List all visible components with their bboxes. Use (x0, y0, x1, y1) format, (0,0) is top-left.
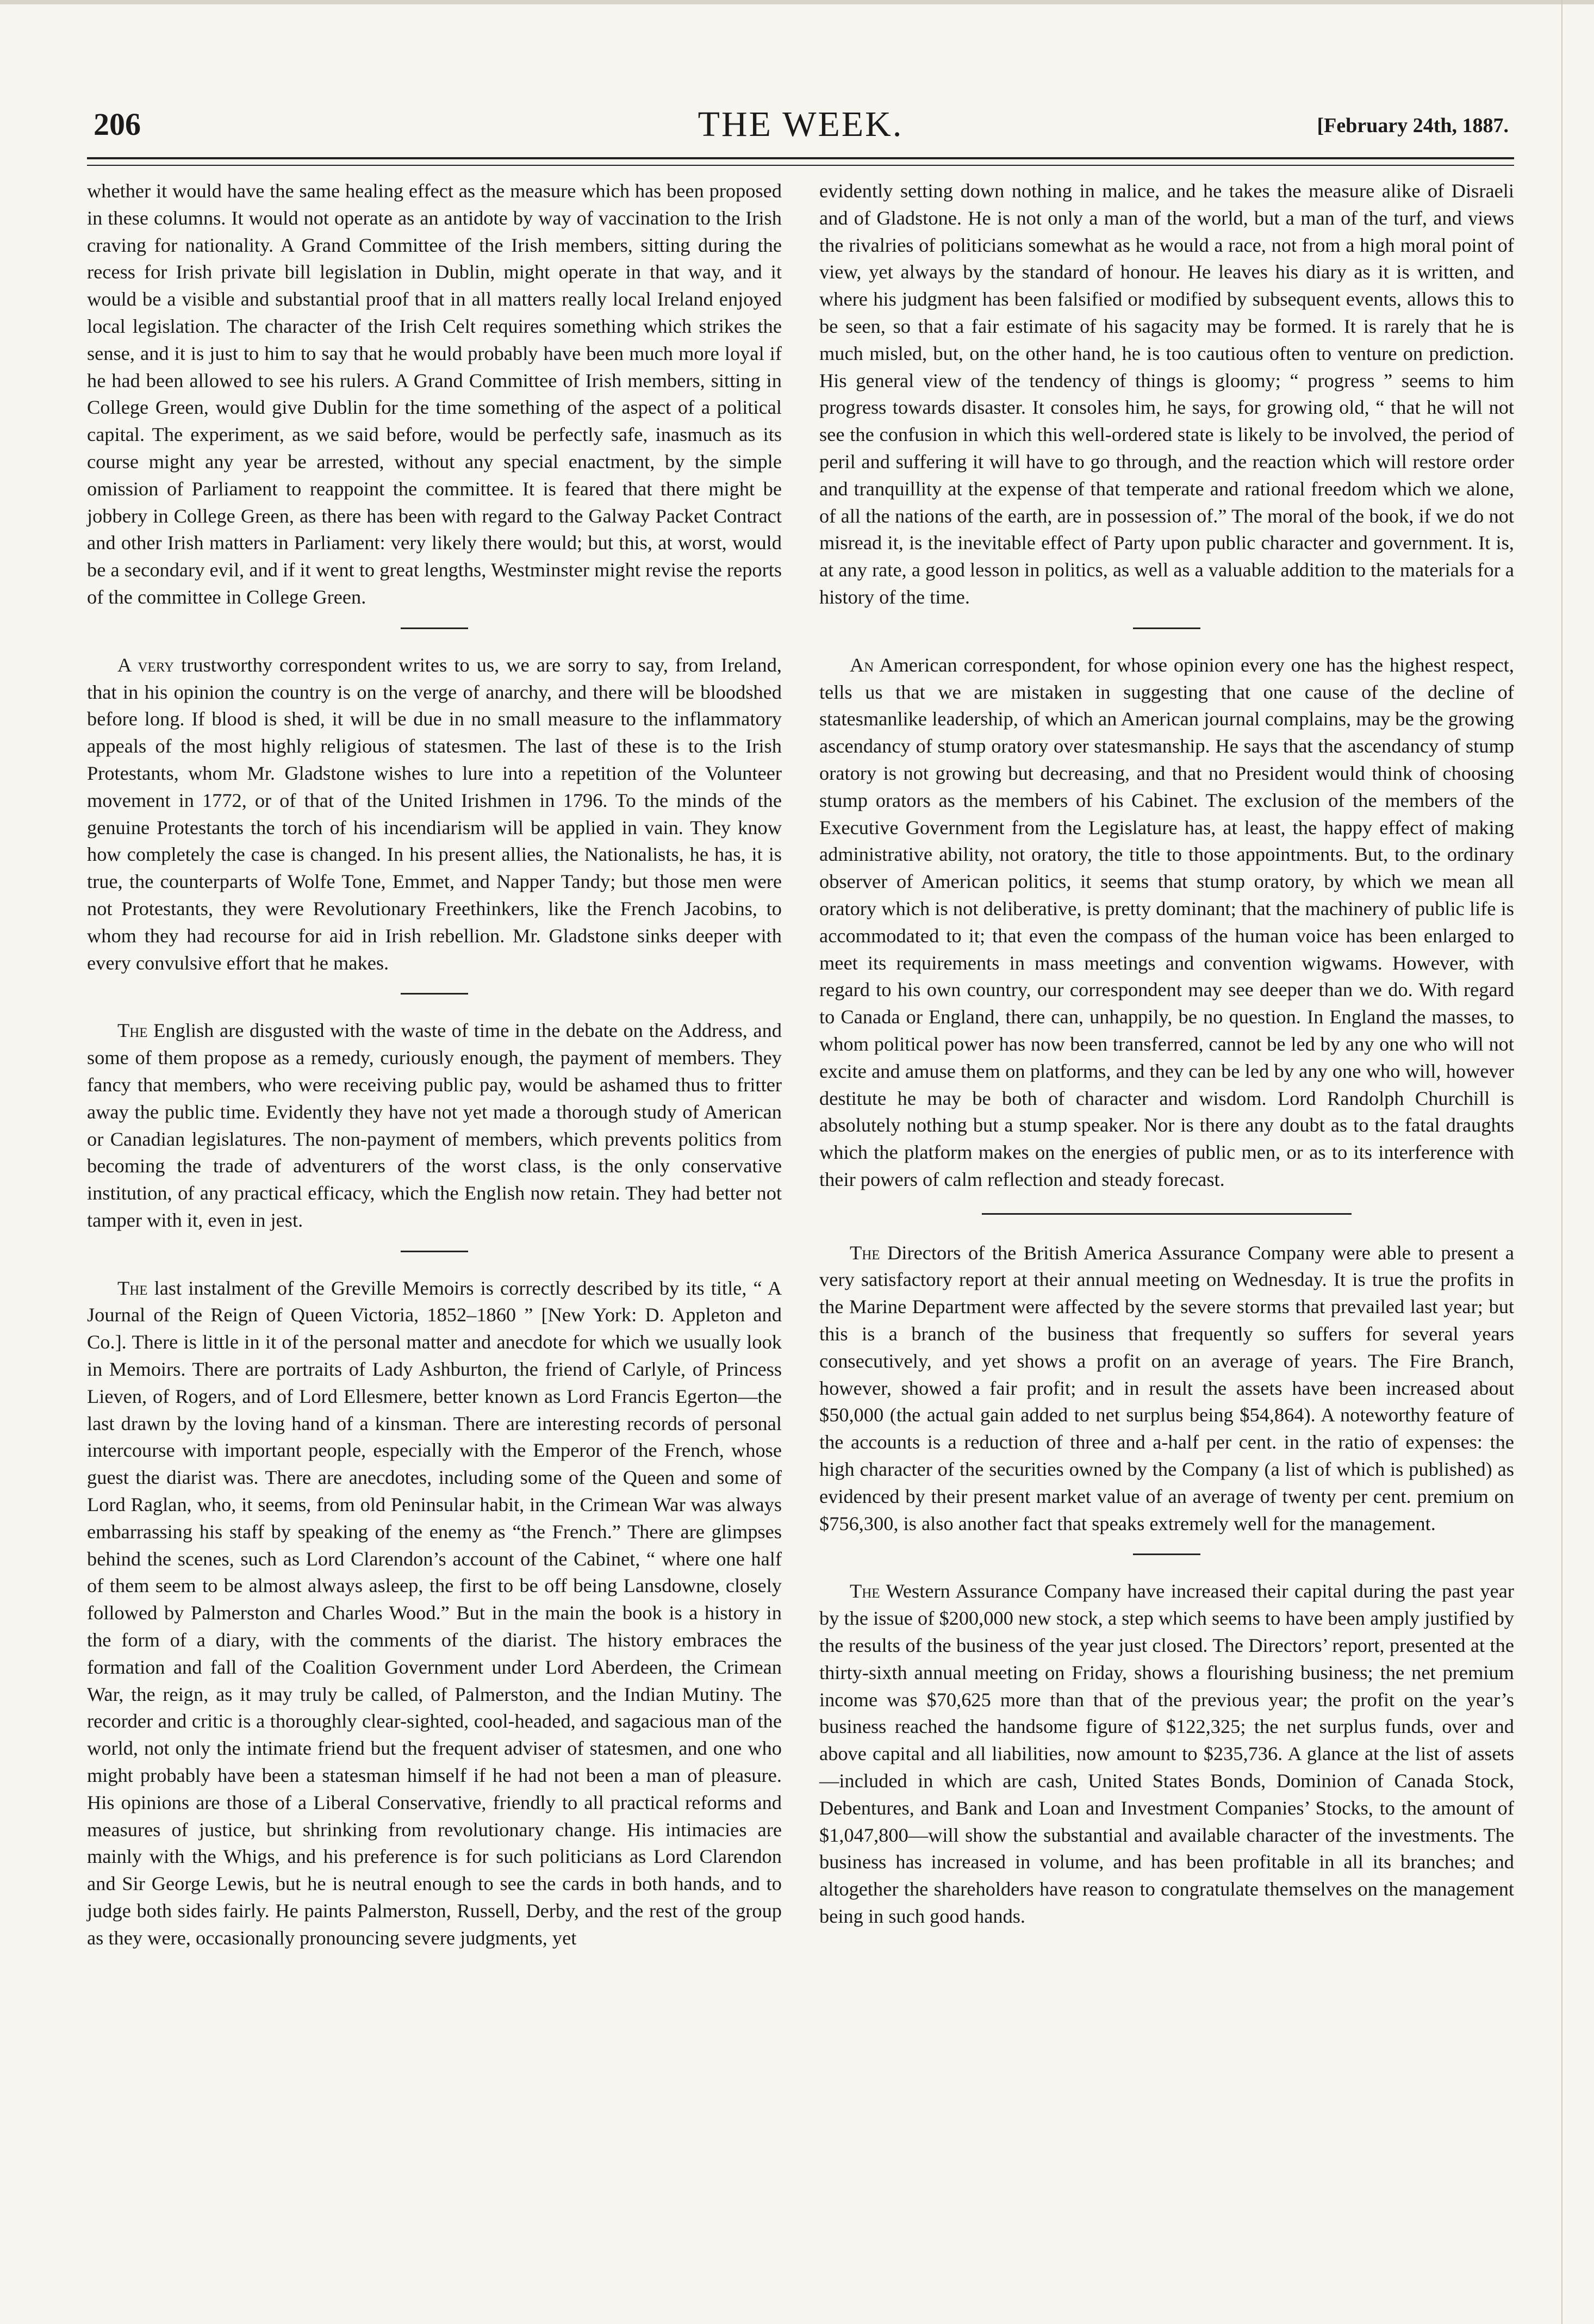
section-divider (401, 1251, 468, 1252)
paragraph-greville-memoirs (87, 1275, 782, 1952)
paragraph-lead: An (850, 654, 874, 676)
paragraph-body: English are disgusted with the waste of time in the debate on the Address, and some of them propose as a remedy, curiously enough, the payment of members. They fancy that members, who were receiving public pay, would be ashamed thus to fritter away the public time. Evidently they have not yet made a thorough study of American or Canadian legislatures. The non-payment of members, which prevents politics from becoming the trade of adventurers of the worst class, is the only conservative institution, of any practical efficacy, which the English now retain. They had better not tamper with it, even in jest. (87, 1020, 782, 1231)
paragraph-stump-oratory (819, 652, 1514, 1194)
paragraph-body: American correspondent, for whose opinion every one has the highest respect, tells us that we are mistaken in suggesting that one cause of the decline of statesmanlike leadership, of which an American journal complains, may be the growing ascendancy of stump oratory over statesmanship. He says that the ascendancy of stump oratory is not growing but decreasing, and that no President would think of choosing stump orators as the members of his Cabinet. The exclusion of the members of the Executive Government from the Legislature has, at least, the happy effect of making administrative ability, not oratory, the title to those appointments. But, to the ordinary observer of American politics, it seems that stump oratory, by which we mean all oratory which is not deliberative, is pretty dominant; that the machinery of public life is accommodated to it; that even the compass of the human voice has been enlarged to meet its requirements in mass meetings and convention wigwams. However, with regard to his own country, our correspondent may see deeper than we do. With regard to Canada or England, there can, unhappily, be no question. In England the masses, to whom political power has now been transferred, cannot be led by any one who will not excite and amuse them on platforms, and they can be led by any one who will, however destitute he may be both of character and wisdom. Lord Randolph Churchill is absolutely nothing but a stump speaker. Nor is there any doubt as to the fatal draughts which the platform makes on the energies of public men, or as to its interference with their powers of calm reflection and steady forecast. (819, 654, 1514, 1190)
publication-title: THE WEEK. (698, 104, 904, 144)
paragraph-western-assurance (819, 1578, 1514, 1930)
section-divider (1133, 1554, 1200, 1555)
page-top-edge (0, 0, 1594, 4)
section-divider (401, 627, 468, 629)
right-column (819, 178, 1514, 1952)
section-divider (401, 993, 468, 995)
page-header (87, 106, 1514, 155)
paragraph-lead: The (850, 1580, 880, 1602)
paragraph-lead: A very (117, 654, 175, 676)
paragraph-body: Western Assurance Company have increased their capital during the past year by the issue of $200,000 new stock, a step which seems to have been amply justified by the results of the business of the year just closed. The Directors’ report, presented at the thirty-sixth annual meeting on Friday, shows a flourishing business; the net premium income was $70,625 more than that of the previous year; the profit on the year’s business reached the handsome figure of $122,325; the net surplus funds, over and above capital and all liabilities, now amount to $235,736. A glance at the list of assets—included in which are cash, United States Bonds, Dominion of Canada Stock, Debentures, and Bank and Loan and Investment Companies’ Stocks, to the amount of $1,047,800—will show the substantial and available character of the investments. The business has increased in volume, and has been profitable in all its branches; and altogether the shareholders have reason to congratulate themselves on the management being in such good hands. (819, 1580, 1514, 1928)
paragraph-body: trustworthy correspondent writes to us, we are sorry to say, from Ireland, that in his opinion the country is on the verge of anarchy, and there will be bloodshed before long. If blood is shed, it will be due in no small measure to the inflammatory appeals of the most highly religious of statesmen. The last of these is to the Irish Protestants, whom Mr. Gladstone wishes to lure into a repetition of the Volunteer movement in 1772, or of that of the United Irishmen in 1796. To the minds of the genuine Protestants the torch of his incendiarism will be applied in vain. They know how completely the case is changed. In his present allies, the Nationalists, he has, it is true, the counterparts of Wolfe Tone, Emmet, and Napper Tandy; but those men were not Protestants, they were Revolutionary Freethinkers, like the French Jacobins, to whom they had recourse for aid in Irish rebellion. Mr. Gladstone sinks deeper with every convulsive effort that he makes. (87, 654, 782, 974)
paragraph-lead: The (850, 1241, 880, 1264)
section-divider (1133, 627, 1200, 629)
paragraph-british-america-assurance (819, 1240, 1514, 1538)
header-rule (87, 157, 1514, 166)
left-column (87, 178, 782, 1952)
paragraph-irish-committee: whether it would have the same healing effect as the measure which has been proposed in these columns. It would not operate as an antidote by way of vaccination to the Irish craving for nationality. A Grand Committee of the Irish members, sitting during the recess for Irish private bill legislation in Dublin, might operate in that way, and it would be a visible and substantial proof that in all matters really local Ireland enjoyed local legislation. The character of the Irish Celt requires something which strikes the sense, and it is just to him to say that he would probably have been much more loyal if he had been allowed to see his rulers. A Grand Committee of Irish members, sitting in College Green, would give Dublin for the time something of the aspect of a political capital. The experiment, as we said before, would be perfectly safe, inasmuch as its course might any year be arrested, without any special enactment, by the simple omission of Parliament to reappoint the committee. It is feared that there might be jobbery in College Green, as there has been with regard to the Galway Packet Contract and other Irish matters in Parliament: very likely there would; but this, at worst, would be a secondary evil, and if it went to great lengths, Westminster might revise the reports of the committee in College Green. (87, 180, 782, 608)
issue-date: [February 24th, 1887. (1317, 114, 1509, 137)
paragraph-body: last instalment of the Greville Memoirs is correctly described by its title, “ A Journal of the Reign of Queen Victoria, 1852–1860 ” [New York: D. Appleton and Co.]. There is little in it of the personal matter and anecdote for which we usually look in Memoirs. There are portraits of Lady Ashburton, the friend of Carlyle, of Princess Lieven, of Rogers, and of Lord Ellesmere, better known as Lord Francis Egerton—the last drawn by the loving hand of a kinsman. There are interesting records of personal intercourse with important people, especially with the Emperor of the French, whose guest the diarist was. There are anecdotes, including some of the Queen and some of Lord Raglan, who, it seems, from old Peninsular habit, in the Crimean War was always embarrassing his staff by speaking of the enemy as “the French.” There are glimpses behind the scenes, such as Lord Clarendon’s account of the Cabinet, “ where one half of them seem to be almost always asleep, the first to be off being Lansdowne, closely followed by Palmerston and Charles Wood.” But in the main the book is a history in the form of a diary, with the comments of the diarist. The history embraces the formation and fall of the Coalition Government under Lord Aberdeen, the Crimean War, the reign, as it may truly be called, of Palmerston, and the Indian Mutiny. The recorder and critic is a thoroughly clear-sighted, cool-headed, and sagacious man of the world, not only the intimate friend but the frequent adviser of statesmen, and one who might probably have been a statesman himself if he had not been a man of pleasure. His opinions are those of a Liberal Conservative, friendly to all practical reforms and measures of justice, but shrinking from revolutionary change. His intimacies are mainly with the Whigs, and his preference is for such politicians as Lord Clarendon and Sir George Lewis, but he is neutral enough to see the cards in both hands, and to judge both sides fairly. He paints Palmerston, Russell, Derby, and the rest of the group as they were, occasionally pronouncing severe judgments, yet (87, 1277, 782, 1949)
section-divider-long (982, 1213, 1352, 1215)
paragraph-irish-correspondent (87, 652, 782, 977)
paragraph-body: Directors of the British America Assurance Company were able to present a very satisfactory report at their annual meeting on Wednesday. It is true the profits in the Marine Department were affected by the severe storms that prevailed last year; but this is a branch of the business that frequently so suffers for several years consecutively, and yet shows a profit on an average of years. The Fire Branch, however, showed a fair profit; and in result the assets have been increased about $50,000 (the actual gain added to net surplus being $54,864). A noteworthy feature of the accounts is a reduction of three and a-half per cent. in the ratio of expenses: the high character of the securities owned by the Company (a list of which is published) as evidenced by their present market value of an average of twenty per cent. premium on $756,300, is also another fact that speaks extremely well for the management. (819, 1241, 1514, 1534)
paragraph-payment-of-members (87, 1017, 782, 1234)
newspaper-page (87, 106, 1514, 1952)
paragraph-lead: The (117, 1020, 148, 1042)
article-columns (87, 178, 1514, 1952)
page-right-edge (1561, 0, 1562, 2324)
paragraph-lead: The (117, 1277, 148, 1299)
paragraph-greville-continued: evidently setting down nothing in malice, and he takes the measure alike of Disraeli and of Gladstone. He is not only a man of the world, but a man of the turf, and views the rivalries of politicians somewhat as he would a race, not from a high moral point of view, yet always by the standard of honour. He leaves his diary as it is written, and where his judgment has been falsified or modified by subsequent events, allows this to be seen, so that a fair estimate of his sagacity may be formed. It is rarely that he is much misled, but, on the other hand, he is too cautious often to venture on prediction. His general view of the tendency of things is gloomy; “ progress ” seems to him progress towards disaster. It consoles him, he says, for growing old, “ that he will not see the confusion in which this well-ordered state is likely to be involved, the period of peril and suffering it will have to go through, and the reaction which will restore order and tranquillity at the expense of that temperate and rational freedom which we alone, of all the nations of the earth, are in possession of.” The moral of the book, if we do not misread it, is the inevitable effect of Party upon public character and government. It is, at any rate, a good lesson in politics, as well as a valuable addition to the materials for a history of the time. (819, 180, 1514, 608)
page-number: 206 (94, 107, 141, 142)
